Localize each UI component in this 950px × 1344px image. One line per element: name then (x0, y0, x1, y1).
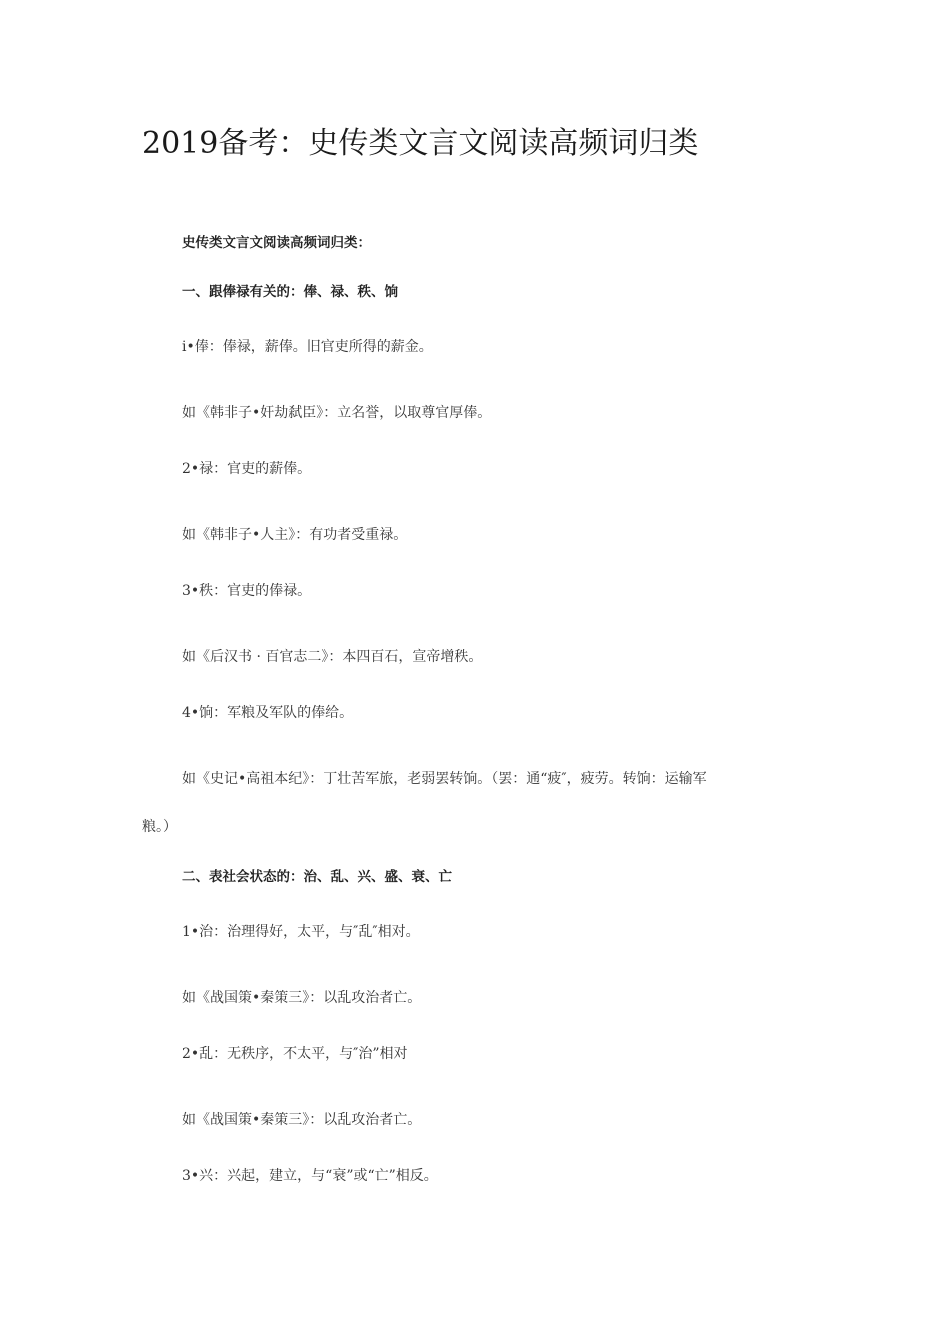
definition-zhi-govern: 1•治：治理得好，太平，与″乱″相对。 (182, 924, 420, 940)
definition-xiang: 4•饷：军粮及军队的俸给。 (182, 705, 354, 721)
example-feng: 如《韩非子•奸劫弑臣》：立名誉，以取尊官厚俸。 (182, 405, 492, 421)
example-xiang-continued: 粮。） (142, 819, 177, 835)
section-heading-salary: 一、跟俸禄有关的：俸、禄、秩、饷 (182, 284, 398, 300)
example-xiang: 如《史记•高祖本纪》：丁壮苦军旅，老弱罢转饷。（罢：通“疲″，疲劳。转饷：运输军 (182, 771, 707, 787)
intro-heading: 史传类文言文阅读高频词归类： (182, 235, 371, 251)
section-heading-social-state: 二、表社会状态的：治、乱、兴、盛、衰、亡 (182, 869, 452, 885)
example-luan: 如《战国策•秦策三》：以乱攻治者亡。 (182, 1112, 422, 1128)
definition-luan: 2•乱：无秩序，不太平，与″治”相对 (182, 1046, 408, 1062)
definition-xing: 3•兴：兴起，建立，与“衰”或“亡”相反。 (182, 1168, 438, 1184)
example-zhi: 如《后汉书 · 百官志二》：本四百石，宣帝增秩。 (182, 649, 483, 665)
definition-zhi: 3•秩：官吏的俸禄。 (182, 583, 312, 599)
definition-lu: 2•禄：官吏的薪俸。 (182, 461, 312, 477)
page-title: 2019备考：史传类文言文阅读高频词归类 (142, 126, 699, 161)
example-lu: 如《韩非子•人主》：有功者受重禄。 (182, 527, 408, 543)
definition-feng: i•俸：俸禄，薪俸。旧官吏所得的薪金。 (182, 339, 433, 355)
example-zhi-govern: 如《战国策•秦策三》：以乱攻治者亡。 (182, 990, 422, 1006)
